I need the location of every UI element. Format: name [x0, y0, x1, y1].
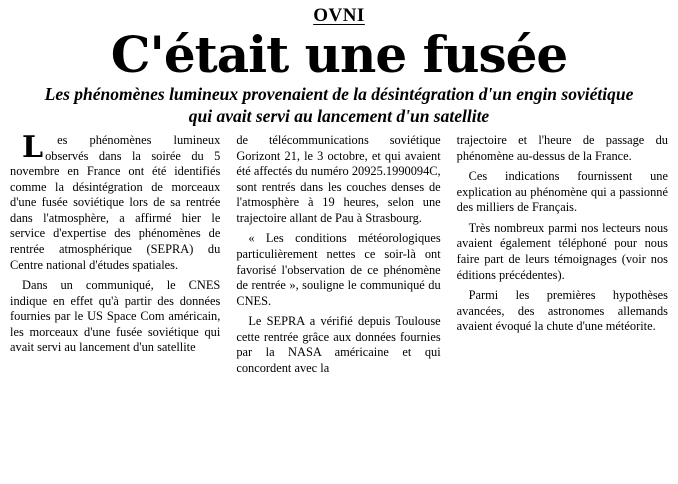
- paragraph: [457, 133, 668, 164]
- paragraph-text: Le SEPRA a vérifié depuis Toulouse cette rentrée grâce aux données fournies par la NASA américaine et qui concordent avec la: [236, 314, 441, 375]
- paragraph-text: Dans un communiqué, le CNES indique en effet qu'à partir des données fournies par le US Space Com américain, les morceaux d'une fusée soviétique qui avait servi au lancement d'un satellite: [10, 278, 221, 355]
- paragraph: [10, 130, 221, 273]
- paragraph-text: es phénomènes lumineux observés dans la soirée du 5 novembre en France ont été identifiés comme la désintégration de morceaux d'une fusée soviétique lors de sa rentrée dans l'atmosphère, a affirmé hier le service d'expertise des phénomènes de rentrée atmosphérique (SEPRA) du Centre national d'études spatiales.: [10, 133, 221, 272]
- article-column-1: [10, 130, 229, 356]
- paragraph-text: Ces indications fournissent une explication au phénomène qui a passionné des milliers de Français.: [456, 169, 668, 215]
- paragraph: [236, 133, 440, 226]
- paragraph: [236, 231, 440, 309]
- paragraph-text: Très nombreux parmi nos lecteurs nous avaient également téléphoné pour nous faire part de leurs témoignages (voir nos éditions précédentes).: [456, 220, 668, 282]
- paragraph: [236, 314, 440, 376]
- article-subheadline: Les phénomènes lumineux provenaient de la désintégration d'un engin soviétique qui avait servi au lancement d'un satellite: [44, 84, 634, 127]
- paragraph-text: trajectoire et l'heure de passage du phénomène au-dessus de la France.: [456, 133, 668, 163]
- kicker-container: [10, 6, 668, 26]
- article-column-3: [449, 133, 668, 335]
- paragraph-text: de télécommunications soviétique Gorizont 21, le 3 octobre, et qui avaient été affectés du numéro 20925.1990094C, sont rentrés dans les couches denses de l'atmosphère à 19 heures, selon une trajectoire allant de Pau à Strasbourg.: [236, 133, 441, 225]
- article-columns: [10, 130, 668, 376]
- article-headline: C'était une fusée: [110, 25, 568, 84]
- paragraph-text: « Les conditions météorologiques particulièrement nettes ce soir-là ont favorisé l'observation de ce phénomène de rentrée », souligne le communiqué du CNES.: [236, 231, 441, 308]
- article-kicker: OVNI: [313, 5, 365, 26]
- paragraph: [457, 288, 668, 335]
- paragraph: [457, 221, 668, 283]
- article-column-2: [229, 133, 448, 376]
- paragraph-text: Parmi les premières hypothèses avancées, des astronomes allemands avaient évoqué la chute d'une météorite.: [456, 288, 668, 334]
- drop-cap: L: [22, 130, 44, 166]
- paragraph: [457, 169, 668, 216]
- paragraph: [10, 278, 220, 356]
